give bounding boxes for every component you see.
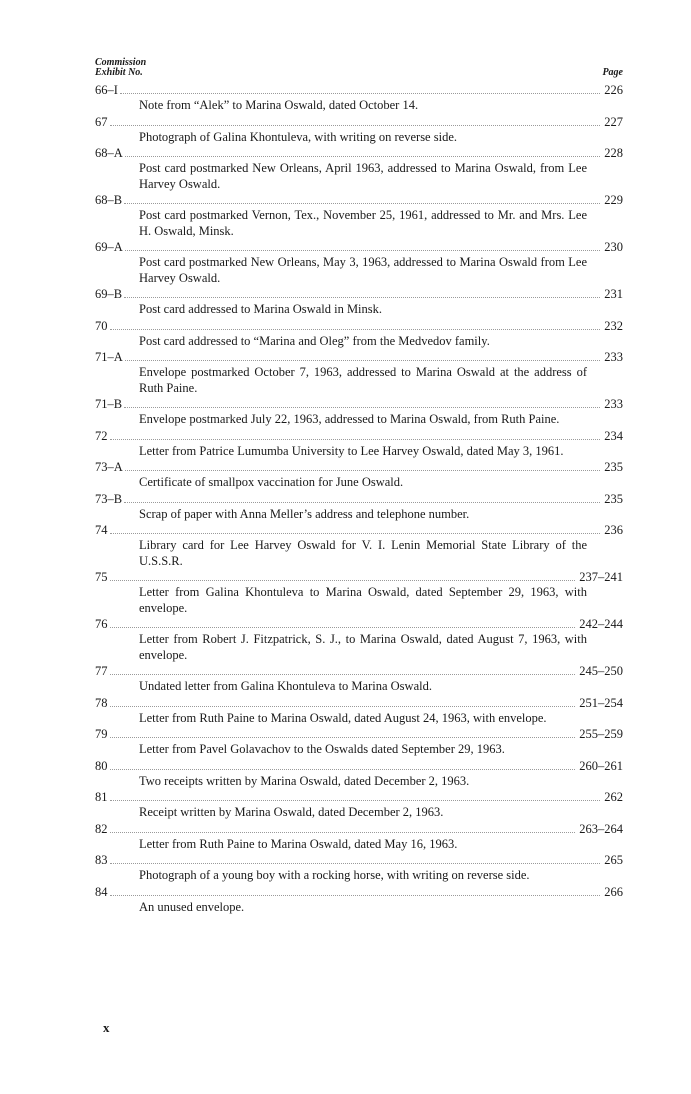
dot-leader [110,124,601,126]
exhibit-description: Receipt written by Marina Oswald, dated December 2, 1963. [139,805,444,819]
exhibit-entry [95,821,623,853]
exhibit-number: 73–A [95,460,123,474]
column-header-exhibit [95,58,146,78]
exhibit-page: 231 [604,287,623,301]
dot-leader [110,626,576,628]
exhibit-page: 226 [604,83,623,97]
exhibit-entry-line [95,192,623,208]
dot-leader [110,862,601,864]
exhibit-number: 77 [95,664,108,678]
exhibit-entry [95,286,623,318]
exhibit-page: 251–254 [579,695,623,710]
exhibit-page: 236 [604,523,623,537]
exhibit-entry-line [95,145,623,161]
exhibit-page: 230 [604,240,623,254]
exhibit-page: 233 [604,397,623,411]
dot-leader [110,799,601,801]
exhibit-entry [95,789,623,821]
exhibit-entry [95,616,623,663]
exhibit-number: 67 [95,114,108,129]
exhibit-page: 265 [604,853,623,867]
exhibit-entry-line [95,884,623,900]
exhibit-entry-line [95,522,623,538]
exhibit-description: Letter from Patrice Lumumba University to Lee Harvey Oswald, dated May 3, 1961. [139,443,564,458]
exhibit-description: Envelope postmarked October 7, 1963, addressed to Marina Oswald at the address of Ruth Paine. [139,365,587,395]
exhibit-entry [95,726,623,758]
exhibit-entry [95,852,623,884]
exhibit-page: 255–259 [579,727,623,741]
exhibit-description: Undated letter from Galina Khontuleva to Marina Oswald. [139,679,432,693]
exhibit-number: 80 [95,758,108,773]
exhibit-entry-line [95,852,623,868]
dot-leader [110,705,576,707]
exhibit-description: Post card addressed to “Marina and Oleg” from the Medvedov family. [139,333,490,348]
exhibit-description: Envelope postmarked July 22, 1963, addressed to Marina Oswald, from Ruth Paine. [139,412,560,426]
exhibit-entry [95,145,623,192]
exhibit-entry [95,758,623,790]
exhibit-description: An unused envelope. [139,899,245,914]
exhibit-entry [95,522,623,569]
exhibit-entry [95,82,623,114]
dot-leader [120,92,600,94]
exhibit-list [95,82,623,915]
exhibit-entry-line [95,726,623,742]
exhibit-page: 263–264 [579,821,623,836]
exhibit-entry [95,884,623,916]
exhibit-number: 73–B [95,491,123,506]
exhibit-page: 233 [604,350,623,364]
dot-leader [110,736,576,738]
exhibit-entry-line [95,491,623,507]
exhibit-entry-line [95,318,623,334]
exhibit-entry [95,318,623,350]
exhibit-number: 69–A [95,240,123,254]
exhibit-description: Letter from Pavel Golavachov to the Oswalds dated September 29, 1963. [139,742,505,756]
exhibit-description: Photograph of a young boy with a rocking horse, with writing on reverse side. [139,868,530,882]
column-header-exhibit-no: Exhibit No. [95,67,143,78]
exhibit-description: Certificate of smallpox vaccination for June Oswald. [139,475,404,489]
exhibit-entry-line [95,349,623,365]
dot-leader [125,469,600,471]
column-header-page: Page [602,67,623,78]
exhibit-entry-line [95,821,623,837]
dot-leader [124,406,600,408]
exhibit-entry [95,114,623,146]
dot-leader [110,438,601,440]
exhibit-description: Post card postmarked New Orleans, May 3, 1963, addressed to Marina Oswald from Lee Harvey Oswald. [139,255,587,285]
exhibit-description: Note from “Alek” to Marina Oswald, dated October 14. [139,98,419,112]
exhibit-page: 260–261 [579,758,623,773]
page-number: x [103,1020,110,1035]
exhibit-entry-line [95,114,623,130]
exhibit-entry [95,428,623,460]
exhibit-description: Library card for Lee Harvey Oswald for V. I. Lenin Memorial State Library of the U.S.S.R. [139,538,587,568]
exhibit-number: 78 [95,695,108,710]
exhibit-entry [95,192,623,239]
dot-leader [125,359,600,361]
column-header-commission: Commission [95,57,147,68]
exhibit-page: 266 [604,884,623,899]
exhibit-description: Letter from Galina Khontuleva to Marina Oswald, dated September 29, 1963, with envelope. [139,585,587,615]
exhibit-number: 81 [95,790,108,804]
dot-leader [125,249,600,251]
exhibit-description: Two receipts written by Marina Oswald, dated December 2, 1963. [139,773,470,788]
dot-leader [110,768,576,770]
dot-leader [125,155,600,157]
exhibit-page: 237–241 [579,570,623,584]
dot-leader [124,501,600,503]
exhibit-page: 235 [604,460,623,474]
dot-leader [124,296,600,298]
exhibit-description: Letter from Ruth Paine to Marina Oswald, dated August 24, 1963, with envelope. [139,710,547,725]
exhibit-entry-line [95,459,623,475]
exhibit-description: Photograph of Galina Khontuleva, with writing on reverse side. [139,129,457,144]
exhibit-page: 262 [604,790,623,804]
dot-leader [110,532,601,534]
exhibit-entry [95,396,623,428]
dot-leader [110,673,576,675]
exhibit-number: 83 [95,853,108,867]
exhibit-page: 245–250 [579,664,623,678]
exhibit-description: Letter from Ruth Paine to Marina Oswald, dated May 16, 1963. [139,836,458,851]
exhibit-number: 66–I [95,83,118,97]
dot-leader [124,202,600,204]
exhibit-entry-line [95,758,623,774]
exhibit-number: 84 [95,884,108,899]
exhibit-description: Letter from Robert J. Fitzpatrick, S. J., to Marina Oswald, dated August 7, 1963, with envelope. [139,632,587,662]
exhibit-entry [95,459,623,491]
exhibit-description: Scrap of paper with Anna Meller’s address and telephone number. [139,506,470,521]
exhibit-entry-line [95,569,623,585]
exhibit-number: 71–B [95,397,123,411]
exhibit-number: 71–A [95,350,123,364]
exhibit-entry [95,569,623,616]
exhibit-number: 70 [95,318,108,333]
exhibit-page: 228 [604,146,623,160]
exhibit-page: 227 [604,114,623,129]
exhibit-entry-line [95,663,623,679]
exhibit-page: 229 [604,193,623,207]
exhibit-description: Post card addressed to Marina Oswald in Minsk. [139,302,383,316]
exhibit-number: 72 [95,428,108,443]
exhibit-number: 69–B [95,287,123,301]
exhibit-page: 232 [604,318,623,333]
exhibit-number: 68–B [95,193,123,207]
exhibit-entry [95,663,623,695]
dot-leader [110,328,601,330]
exhibit-number: 82 [95,821,108,836]
exhibit-number: 75 [95,570,108,584]
exhibit-entry-line [95,82,623,98]
exhibit-number: 76 [95,617,108,631]
exhibit-entry-line [95,428,623,444]
exhibit-entry [95,695,623,727]
exhibit-entry-line [95,789,623,805]
exhibit-entry [95,239,623,286]
exhibit-entry [95,491,623,523]
dot-leader [110,894,601,896]
exhibit-number: 68–A [95,146,123,160]
exhibit-description: Post card postmarked New Orleans, April 1963, addressed to Marina Oswald, from Lee Harvey Oswald. [139,161,587,191]
exhibit-description: Post card postmarked Vernon, Tex., November 25, 1961, addressed to Mr. and Mrs. Lee H. Oswald, Minsk. [139,208,587,238]
exhibit-number: 74 [95,523,108,537]
exhibit-page: 234 [604,428,623,443]
exhibit-page: 235 [604,491,623,506]
dot-leader [110,831,576,833]
exhibit-entry [95,349,623,396]
exhibit-entry-line [95,616,623,632]
exhibit-page: 242–244 [579,617,623,631]
exhibit-entry-line [95,396,623,412]
exhibit-number: 79 [95,727,108,741]
dot-leader [110,579,576,581]
exhibit-entry-line [95,239,623,255]
exhibit-entry-line [95,695,623,711]
exhibit-entry-line [95,286,623,302]
